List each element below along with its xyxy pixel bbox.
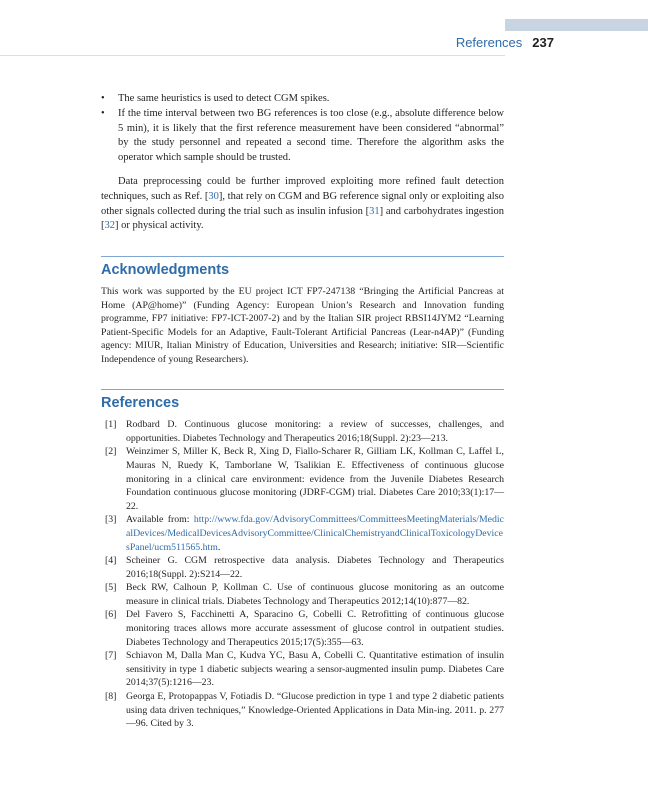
reference-number: [7] [105,650,117,662]
reference-item [101,690,504,731]
page-number: 237 [532,35,554,50]
bullet-item [101,92,504,107]
reference-number: [6] [105,609,117,621]
paragraph-text: ] or physical activity. [115,220,204,232]
paragraph-text: ] and carbohydrates ingestion [ [101,205,505,232]
citation-link[interactable]: 32 [104,220,115,232]
reference-item [101,418,504,445]
paragraph-text: Data preprocessing could be further improved exploiting more refined fault detection techniques, such as Ref. [ [101,175,504,202]
citation-link[interactable]: 31 [369,205,380,217]
bullet-dot-icon: • [101,93,105,104]
page-body [101,92,504,731]
reference-item [101,554,504,581]
reference-text: Weinzimer S, Miller K, Beck R, Xing D, Fiallo-Scharer R, Gilliam LK, Kollman C, Laffel L, Mauras N, Ruedy K, Tamborlane W, Tsalikian E. Effectiveness of continuous glucose monitoring in a clinical care environment: evidence from the Juvenile Diabetes Research Foundation continuous glucose monitoring (JDRF-CGM) trial. Diabetes Care 2010;33(1):17—22. [126,446,504,512]
bullet-dot-icon: • [101,107,105,119]
reference-url-link[interactable]: http://www.fda.gov/AdvisoryCommittees/CommitteesMeetingMaterials/MedicalDevices/MedicalDevicesAdvisoryCommittee/ClinicalChemistryandClinicalToxicologyDevicesPanel/ucm511565.htm [126,514,504,553]
reference-item [101,649,504,690]
acknowledgments-heading: Acknowledgments [101,262,230,279]
reference-item [101,608,504,649]
reference-number: [3] [105,514,117,526]
reference-text: Del Favero S, Facchinetti A, Sparacino G, Cobelli C. Retrofitting of continuous glucose monitoring traces allows more accurate assessment of glucose control in outpatient studies. Diabetes Technology and Therapeutics 2015;17(5):355—63. [126,609,504,648]
citation-link[interactable]: 30 [208,190,219,202]
reference-number: [4] [105,555,117,567]
reference-text: Beck RW, Calhoun P, Kollman C. Use of continuous glucose monitoring as an outcome measure in clinical trials. Diabetes Technology and Therapeutics 2012;14(10):877—82. [126,582,504,607]
reference-item [101,513,504,554]
reference-item [101,581,504,608]
reference-text: Schiavon M, Dalla Man C, Kudva YC, Basu A, Cobelli C. Quantitative estimation of insulin sensitivity in type 1 diabetic subjects wearing a sensor-augmented insulin pump. Diabetes Care 2014;37(5):1216—23. [126,650,504,689]
section-divider [101,256,504,257]
bullet-list [101,92,504,166]
reference-number: [8] [105,691,117,703]
reference-text: Rodbard D. Continuous glucose monitoring: a review of successes, challenges, and opportunities. Diabetes Technology and Therapeutics 2016;18(Suppl. 2):23—213. [126,419,504,444]
running-head-section: References [455,35,523,50]
acknowledgments-text: This work was supported by the EU project ICT FP7-247138 “Bringing the Artificial Pancreas at Home (AP@home)” (Funding Agency: European Union’s Research and Innovation funding programme, FP7 initiative: FP7-ICT-2007-2) and by the Italian SIR project RBSI14JYM2 “Learning Patient-Specific Models for an Adaptive, Fault-Tolerant Artificial Pancreas (Lear-n4AP)” (Funding agency: MIUR, Italian Ministry of Education, Universities and Research; initiative: SIR—Scientific Independence of young Researchers). [101,286,504,365]
reference-item [101,445,504,513]
reference-text-end: . [217,541,221,553]
bullet-text: The same heuristics is used to detect CGM spikes. [118,93,330,104]
references-heading: References [101,395,180,412]
bullet-item [101,107,504,166]
reference-number: [1] [105,419,117,431]
reference-text: Scheiner G. CGM retrospective data analysis. Diabetes Technology and Therapeutics 2016;18(Suppl. 2):S214—22. [126,555,504,580]
running-head [456,34,554,52]
reference-number: [5] [105,582,117,594]
header-accent-bar [505,19,648,31]
paragraph-text: ], that rely on CGM and BG reference signal only or exploiting also other signals collected during the trial such as insulin infusion [ [101,190,505,217]
body-paragraph [101,175,504,234]
reference-text: Available from: [126,514,194,526]
reference-number: [2] [105,446,117,458]
reference-list [101,418,504,731]
bullet-text: If the time interval between two BG references is too close (e.g., absolute difference below 5 min), it is likely that the first reference measurement have been considered “abnormal” by the study personnel and repeated a second time. Therefore the algorithm asks the operator which sample should be trusted. [118,107,504,164]
section-divider [101,389,504,390]
header-rule [0,55,505,56]
reference-text: Georga E, Protopappas V, Fotiadis D. “Glucose prediction in type 1 and type 2 diabetic patients using data driven techniques,” Knowledge-Oriented Applications in Data Min-ing. 2011. p. 277—96. Cited by 3. [126,691,504,730]
